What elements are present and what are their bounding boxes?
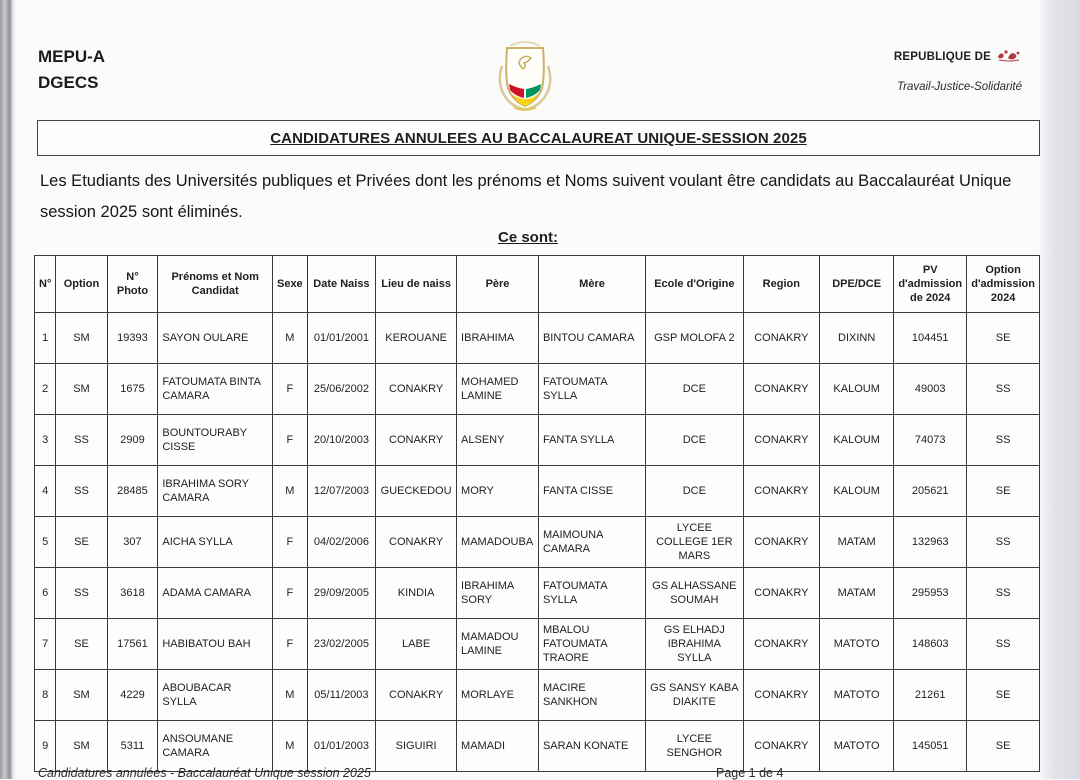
republic-label: REPUBLIQUE DE <box>893 50 991 63</box>
table-cell: KEROUANE <box>376 313 457 364</box>
table-cell: KALOUM <box>820 364 894 415</box>
table-row <box>35 721 1040 772</box>
table-cell: 28485 <box>107 466 158 517</box>
table-cell: 1675 <box>107 364 158 415</box>
table-cell: SM <box>56 670 107 721</box>
table-cell: DIXINN <box>820 313 894 364</box>
table-cell: DCE <box>646 466 743 517</box>
table-cell: 295953 <box>894 568 967 619</box>
table-cell: F <box>272 517 307 568</box>
table-cell: MATOTO <box>820 619 894 670</box>
table-cell: MAIMOUNA CAMARA <box>538 517 645 568</box>
table-cell: HABIBATOU BAH <box>158 619 273 670</box>
table-cell: 2 <box>35 364 56 415</box>
table-cell: 145051 <box>894 721 967 772</box>
table-cell: F <box>272 364 307 415</box>
table-cell: MOHAMED LAMINE <box>457 364 539 415</box>
table-cell: CONAKRY <box>376 364 457 415</box>
table-cell: 4229 <box>107 670 158 721</box>
table-cell: SIGUIRI <box>376 721 457 772</box>
table-cell: CONAKRY <box>376 517 457 568</box>
table-cell: GS ELHADJ IBRAHIMA SYLLA <box>646 619 743 670</box>
table-cell: GS ALHASSANE SOUMAH <box>646 568 743 619</box>
column-header: Option <box>56 256 107 313</box>
table-cell: 7 <box>35 619 56 670</box>
table-cell: 05/11/2003 <box>307 670 375 721</box>
table-cell: F <box>272 568 307 619</box>
footer-page-number: Page 1 de 4 <box>716 766 784 780</box>
table-cell: IBRAHIMA SORY <box>457 568 539 619</box>
table-cell: FANTA SYLLA <box>538 415 645 466</box>
table-cell: SS <box>967 517 1040 568</box>
table-cell: M <box>272 721 307 772</box>
table-cell: SE <box>56 619 107 670</box>
table-cell: MORY <box>457 466 539 517</box>
table-body <box>35 313 1040 772</box>
table-cell: CONAKRY <box>743 670 820 721</box>
column-header: Père <box>457 256 539 313</box>
photo-left-paper-edge <box>0 0 16 779</box>
table-cell: 5311 <box>107 721 158 772</box>
candidates-table-wrapper <box>34 255 1040 772</box>
table-row <box>35 364 1040 415</box>
ministry-block <box>38 44 105 97</box>
table-cell: FATOUMATA BINTA CAMARA <box>158 364 273 415</box>
table-cell: 20/10/2003 <box>307 415 375 466</box>
table-cell: 205621 <box>894 466 967 517</box>
table-cell: 104451 <box>894 313 967 364</box>
table-cell: 29/09/2005 <box>307 568 375 619</box>
table-cell: CONAKRY <box>743 466 820 517</box>
table-cell: SE <box>967 466 1040 517</box>
table-cell: CONAKRY <box>743 721 820 772</box>
guinea-coat-of-arms-icon <box>490 36 560 114</box>
table-cell: 19393 <box>107 313 158 364</box>
table-cell: KALOUM <box>820 415 894 466</box>
ministry-acronym: MEPU-A <box>38 47 106 66</box>
table-cell: ALSENY <box>457 415 539 466</box>
table-cell: 04/02/2006 <box>307 517 375 568</box>
intro-paragraph: Les Etudiants des Universités publiques et Privées dont les prénoms et Noms suivent voulant être candidats au Baccalauréat Unique session 2025 sont éliminés. <box>40 172 1012 221</box>
column-header: Prénoms et Nom Candidat <box>158 256 273 313</box>
table-cell: BINTOU CAMARA <box>538 313 645 364</box>
table-cell: M <box>272 670 307 721</box>
table-cell: FATOUMATA SYLLA <box>538 364 645 415</box>
table-cell: 49003 <box>894 364 967 415</box>
table-cell: 17561 <box>107 619 158 670</box>
table-cell: BOUNTOURABY CISSE <box>158 415 273 466</box>
table-cell: SS <box>967 415 1040 466</box>
table-cell: 5 <box>35 517 56 568</box>
table-cell: SS <box>56 415 107 466</box>
table-cell: CONAKRY <box>743 619 820 670</box>
directorate-acronym: DGECS <box>38 73 99 93</box>
republic-block <box>894 48 1022 93</box>
table-cell: SE <box>56 517 107 568</box>
table-cell: SARAN KONATE <box>538 721 645 772</box>
republic-line <box>894 48 1022 65</box>
table-cell: 12/07/2003 <box>307 466 375 517</box>
table-cell: SS <box>56 466 107 517</box>
table-cell: MATOTO <box>820 670 894 721</box>
table-cell: SM <box>56 721 107 772</box>
column-header: Ecole d'Origine <box>646 256 743 313</box>
table-row <box>35 619 1040 670</box>
table-row <box>35 670 1040 721</box>
table-cell: ADAMA CAMARA <box>158 568 273 619</box>
table-cell: MORLAYE <box>457 670 539 721</box>
table-cell: MAMADI <box>457 721 539 772</box>
table-cell: CONAKRY <box>743 568 820 619</box>
column-header: Region <box>743 256 820 313</box>
table-cell: 25/06/2002 <box>307 364 375 415</box>
guinee-script-logo-icon <box>996 48 1022 65</box>
document-title-box <box>37 120 1040 156</box>
table-row <box>35 313 1040 364</box>
table-header-row <box>35 256 1040 313</box>
document-page <box>16 0 1040 779</box>
table-cell: 2909 <box>107 415 158 466</box>
table-cell: CONAKRY <box>376 415 457 466</box>
table-cell: SS <box>967 568 1040 619</box>
table-cell: FANTA CISSE <box>538 466 645 517</box>
table-cell: F <box>272 619 307 670</box>
table-cell: SM <box>56 364 107 415</box>
column-header: Lieu de naiss <box>376 256 457 313</box>
table-cell: 9 <box>35 721 56 772</box>
table-cell: KALOUM <box>820 466 894 517</box>
table-cell: SS <box>967 619 1040 670</box>
table-cell: MATAM <box>820 568 894 619</box>
table-cell: MATAM <box>820 517 894 568</box>
table-row <box>35 568 1040 619</box>
table-cell: ABOUBACAR SYLLA <box>158 670 273 721</box>
table-cell: LABE <box>376 619 457 670</box>
table-cell: CONAKRY <box>743 517 820 568</box>
table-cell: CONAKRY <box>743 313 820 364</box>
table-cell: SM <box>56 313 107 364</box>
table-cell: 4 <box>35 466 56 517</box>
national-motto: Travail-Justice-Solidarité <box>896 81 1022 93</box>
photo-right-background <box>1038 0 1080 779</box>
table-cell: KINDIA <box>376 568 457 619</box>
table-cell: IBRAHIMA <box>457 313 539 364</box>
document-title: CANDIDATURES ANNULEES AU BACCALAUREAT UNIQUE-SESSION 2025 <box>270 129 807 147</box>
table-cell: FATOUMATA SYLLA <box>538 568 645 619</box>
subtitle-ce-sont: Ce sont: <box>498 229 558 246</box>
table-cell: 3 <box>35 415 56 466</box>
table-cell: SAYON OULARE <box>158 313 273 364</box>
table-cell: GS SANSY KABA DIAKITE <box>646 670 743 721</box>
table-cell: 307 <box>107 517 158 568</box>
table-cell: MAMADOU LAMINE <box>457 619 539 670</box>
table-cell: IBRAHIMA SORY CAMARA <box>158 466 273 517</box>
table-cell: 01/01/2003 <box>307 721 375 772</box>
table-cell: SE <box>967 670 1040 721</box>
table-cell: LYCEE SENGHOR <box>646 721 743 772</box>
table-cell: MATOTO <box>820 721 894 772</box>
table-cell: 23/02/2005 <box>307 619 375 670</box>
column-header: Option d'admission 2024 <box>967 256 1040 313</box>
table-cell: DCE <box>646 415 743 466</box>
table-cell: M <box>272 466 307 517</box>
table-cell: AICHA SYLLA <box>158 517 273 568</box>
table-cell: 21261 <box>894 670 967 721</box>
table-cell: GUECKEDOU <box>376 466 457 517</box>
table-cell: 132963 <box>894 517 967 568</box>
table-cell: MACIRE SANKHON <box>538 670 645 721</box>
table-cell: DCE <box>646 364 743 415</box>
column-header: PV d'admission de 2024 <box>894 256 967 313</box>
table-cell: GSP MOLOFA 2 <box>646 313 743 364</box>
candidates-table <box>34 255 1040 772</box>
table-cell: 74073 <box>894 415 967 466</box>
table-row <box>35 415 1040 466</box>
table-cell: SS <box>56 568 107 619</box>
table-cell: CONAKRY <box>376 670 457 721</box>
table-cell: M <box>272 313 307 364</box>
footer-document-label: Candidatures annulées - Baccalauréat Unique session 2025 <box>38 766 371 780</box>
column-header: Mère <box>538 256 645 313</box>
table-cell: 1 <box>35 313 56 364</box>
table-cell: 8 <box>35 670 56 721</box>
table-cell: CONAKRY <box>743 415 820 466</box>
table-cell: ANSOUMANE CAMARA <box>158 721 273 772</box>
table-cell: 6 <box>35 568 56 619</box>
table-cell: MAMADOUBA <box>457 517 539 568</box>
table-cell: F <box>272 415 307 466</box>
table-cell: 01/01/2001 <box>307 313 375 364</box>
table-cell: SE <box>967 313 1040 364</box>
column-header: Sexe <box>272 256 307 313</box>
table-row <box>35 517 1040 568</box>
table-cell: SE <box>967 721 1040 772</box>
table-cell: 148603 <box>894 619 967 670</box>
table-row <box>35 466 1040 517</box>
table-cell: 3618 <box>107 568 158 619</box>
column-header: Date Naiss <box>307 256 375 313</box>
table-cell: LYCEE COLLEGE 1ER MARS <box>646 517 743 568</box>
table-cell: MBALOU FATOUMATA TRAORE <box>538 619 645 670</box>
column-header: N° Photo <box>107 256 158 313</box>
column-header: N° <box>35 256 56 313</box>
table-cell: SS <box>967 364 1040 415</box>
table-cell: CONAKRY <box>743 364 820 415</box>
column-header: DPE/DCE <box>820 256 894 313</box>
